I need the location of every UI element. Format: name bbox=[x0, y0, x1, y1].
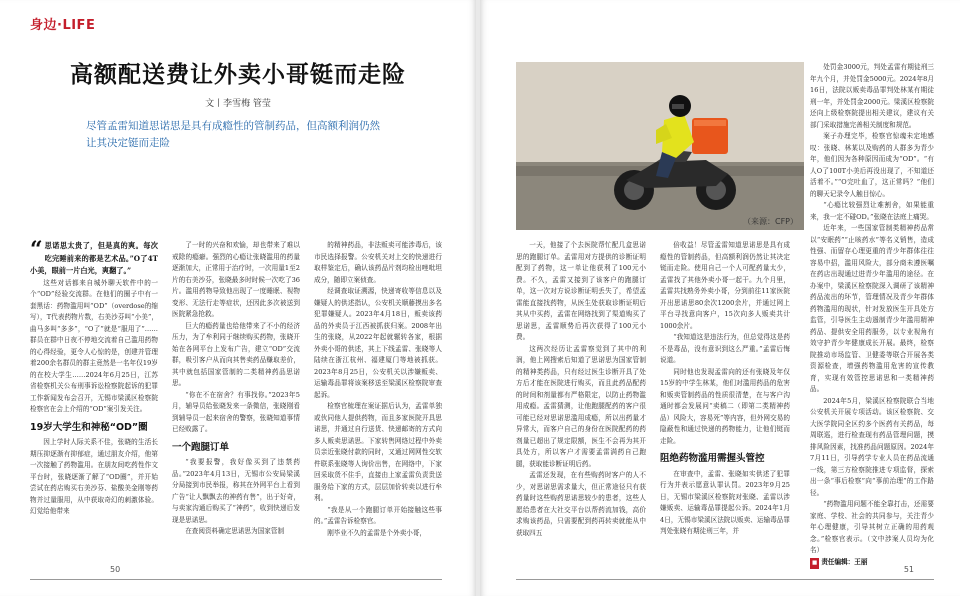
paragraph: 因上学时人际关系不佳，张晓的生活长期压抑逐渐有抑郁症，通过朋友介绍，他第一次接触了药物滥用。在朋友间吃药性作文平台时，张晓逐渐了解了“OD圈”，并开始尝试在药店购买右美沙芬、盐酸美金刚等药物并过量服用，从中获取奇幻的刺激体验。幻觉给他带来 bbox=[30, 438, 158, 515]
paragraph: 孟雷还发现，在有些购药时客户的人不少，对思诺思需求量大，但正常途径只有获药量时这些购药思诺思较少的患者，这些人愿给患者在大社交平台以帮药流加钱，高价求购该药品，只需要配到药再转卖就能从中获取四五 bbox=[516, 471, 646, 537]
left-column-1 bbox=[30, 237, 158, 518]
quote-mark-icon: “ bbox=[30, 237, 43, 263]
paragraph: 了一时的兴奋和欢愉，却也带来了难以戒除的瘾癖。强烈的心瘾让张晓滥用的药量逐渐加大，正常用于治疗时，一次用量1至2片的右美沙芬，张晓最多时时候一次吃了36片。滥用药物导致他出现了一度睡眠、视物变形、无法行走等症状，还因此多次被送到医院紧急抢救。 bbox=[172, 241, 300, 318]
dek: 尽管孟雷知道思诺思是具有成瘾性的管制药品，但高额利润仍然让其决定铤而走险 bbox=[86, 120, 380, 149]
footer-rule bbox=[516, 579, 934, 580]
left-column-2 bbox=[172, 240, 300, 538]
paragraph: “我要报警，我好像买到了违禁药品。”2023年4月13日，无锡市公安局梁溪分局接到市民举报，称其在外网平台上看到广告“让人飘飘去的神药有售”，出于好奇，与卖家沟通后购买了“神药”，收到快递后发现是思诺思。 bbox=[172, 458, 300, 524]
paragraph: 检察官梳理在案证据后认为，孟雷单独或伙同他人提供药物，而且多家医院开具思诺思，并通过自行送货、快递邮寄的方式向多人贩卖思诺思。下家转售网络过程中外卖员亲近张晓付款的同时，又通过网网性交软件联系张晓等人询价出售，在网络中，下家回采取货不住手，直接由上家孟雷负责贵送服务给下家的方式，层层加价转卖以进行牟利。 bbox=[314, 402, 442, 502]
paragraph: “药物滥用问题不能全靠打击，还需要家庭、学校、社会的共同参与，关注青少年心理健康，引导其树立正确的用药观念。”检察官表示。（文中涉案人员均为化名） bbox=[810, 500, 934, 554]
right-column-2 bbox=[660, 240, 790, 538]
paragraph: 在审查中，孟雷、张晓如实供述了犯罪行为并表示愿意认罪认罚。2023年9月25日，无锡市梁溪区检察院对张晓、孟雷以涉嫌贩卖、运输毒品罪提起公诉。2024年1月4日，无锡市梁溪区法院以贩卖、运输毒品罪判处张晓有期徒刑三年，并 bbox=[660, 469, 790, 535]
paragraph: 一天，他接了个去医院帮忙配几盒思诺思的跑腿订单。孟雷用对方提供的诊断证明配到了药物，这一单让他获利了100元小费。不久，孟雷又接到了该客户的跑腿订单，这一次对方说诊断证明丢失了，希望孟雷能直接找药物，从医生处获取诊断证明后其从中买药，孟雷在网络找到了渠道购买了思诺思，孟雷顺势后再次获得了100元小费。 bbox=[516, 241, 646, 341]
delivery-rider-photo bbox=[516, 62, 804, 230]
left-column-3 bbox=[314, 240, 442, 539]
section-tag: 身边·LIFE bbox=[30, 18, 96, 33]
paragraph: 案子办理完毕，检察官惊魂未定地感叹：张晓、林某以及购药的人群多为青少年，他们因为各种原因而成为“OD”。“有人O了100T小美后再没出现了，不知道还活着不。”“O完吐血了，这正常吗？”他们的聊天记录令人触目惊心。 bbox=[810, 132, 934, 198]
page-number-left: 50 bbox=[110, 565, 121, 574]
paragraph: “你在不在宿舍？有事找你。”2023年5月，辅导员给张晓发来一条微信，张晓刚看到辅导员一起来宿舍的警察，张晓知道事情已经败露了。 bbox=[172, 390, 300, 433]
paragraph: 近年来，一些国家管制类精神药品常以“安眠药”“止咳药水”等名义销售，造成性强、而留存心理更重的青少年群体往往容易中招，滥用风险大，部分商未遵医嘱在药店出现通过进青少年滥用的途径。在办案中，梁溪区检察院深入调研了该精神药品流出的环节，管理情况及青少年群体药物滥用的现状，针对发放医生开具处方监管，引导医生主动遏制青少年滥用精神药品、提供安全用药服务，以专业视角有效守护青少年健康成长开展。最终，检察院推动市场监管、卫健委等联合开展各类资源检查，增强药物滥用危害的宣传教育，实现有效管控思诺思和一类精神药品。 bbox=[810, 224, 934, 393]
subheading: 一个跑腿订单 bbox=[172, 441, 230, 453]
lead-paragraph: “ 思诺思太贵了，但是真的爽。每次吃完睡前来的都是艺术品。”O了4T小美，眼前一片白光，爽翻了。” bbox=[30, 237, 158, 275]
page-number-right: 51 bbox=[903, 565, 914, 574]
subheading: 19岁大学生和神秘“OD”圈 bbox=[30, 421, 148, 433]
paragraph: 在查阅资料确定思诺思为国家管制 bbox=[185, 527, 285, 535]
end-mark-icon: ■ bbox=[810, 558, 819, 570]
editor-line: ■ 责任编辑：王丽 bbox=[810, 557, 934, 570]
paragraph: “心瘾比较强烈让难割舍，如果能重来，我一定不碰OD。”张晓在法庭上痛哭。 bbox=[810, 201, 934, 221]
byline: 文丨李雪梅 管莹 bbox=[205, 99, 271, 109]
headline: 高额配送费让外卖小哥铤而走险 bbox=[70, 61, 406, 88]
paragraph: 处罚金3000元，判处孟雷有期徒刑三年九个月，并处罚金5000元。2024年8月16日，法院以贩卖毒品罪判处林某有期徒刑一年，并处罚金2000元。梁溪区检察院还向上级检察院提出相关建议，建议有关部门采取措施完善相关制度和规范。 bbox=[810, 63, 934, 129]
paragraph: “我是从一个跑腿订单开始接触这些事的。”孟雷告诉检察官。 bbox=[314, 505, 442, 525]
paragraph: 同时他也发现孟雷向的还有张晓及年仅15岁的中学生林某，他们对滥用药品的危害和贩卖管制药品的性质很清楚，在与客户沟通时都会发展问“卖稿二（即第二类精神药品）风险大，容易死”等内容，但外网交易的隐蔽性和通过快递的药物能力，让他们铤而走险。 bbox=[660, 367, 790, 445]
paragraph: “我知道这是违法行为，但总觉得这是药不是毒品，没有意识到这么严重。”孟雷后悔说道。 bbox=[660, 333, 790, 364]
paragraph: 2024年5月，梁溪区检察院联合当地公安机关开展专项活动。该区检察院、交大医学院同全区约多个医药有关药品，每周联巡，进行检查现有药品管理问题，摸排风险因素，找准药品问题原因。2024年7月11日，引导药学专业人员在药品流通一线，第三方检察院推进专项监督，探索出一条“事后检察”向“事前治理”的工作路径。 bbox=[810, 396, 934, 497]
paragraph: 这些对话都来自城外聊天软件中的一个“OD”经验交流群。在他们的圈子中有一套黑话：药物滥用叫“OD”（overdose的缩写），T代表药物片数，右美沙芬叫“小美”，曲马多叫“多多”，“O了”就是“服用了”……群员在群中日夜不停地交流着自己滥用药物的心得经验，更令人心惊的是，创建并管理着200余名群员的群主竟然是一名年仅19岁的在校大学生……2024年6月25日，江苏省检察机关公布刑事诉讼检察院起诉的犯罪工作新闻发布会召开，无锡市梁溪区检察院检察官在会上介绍的“OD”案引发关注。 bbox=[30, 278, 158, 413]
left-page bbox=[0, 0, 476, 596]
paragraph: 的精神药品，非法贩卖可能涉毒后，该市民选择报警。公安机关对上交的快递进行取样鉴定后，确认该药品片剂均检出唑吡坦成分，随即立案侦查。 bbox=[314, 241, 442, 284]
photo-credit: （来源：CFP） bbox=[742, 217, 798, 226]
paragraph: 经调查取证溯源，快递寄收等信息以及嫌疑人的供述指认，公安机关顺藤摸出多名犯罪嫌疑人。2023年4月18日，贩卖该药品的外卖员于江西被抓获归案。2008年出生的张晓，从2022年起就辗转各家，根据外卖小哥的供述，其上下线孟雷、张晓等人陆续在浙江杭州、福建厦门等地被抓获。2023年8月25日，公安机关以涉嫌贩卖、运输毒品罪将该案移送至梁溪区检察院审查起诉。 bbox=[314, 287, 442, 399]
footer-rule bbox=[30, 579, 442, 580]
right-page bbox=[480, 0, 960, 596]
right-column-3 bbox=[810, 62, 934, 569]
subheading: 阻绝药物滥用需握头管控 bbox=[660, 453, 765, 464]
paragraph: 刚毕业不久的孟雷是个外卖小哥， bbox=[327, 528, 427, 537]
paragraph: 巨大的瘾药量也给他带来了不小的经济压力，为了牟利同于继续购买药物，张晓开始在各网平台上发布广告，建立“OD”交流群，吸引客户从而向其售卖药品赚取差价，其中就包括国家管制的二类精神药品思诺思。 bbox=[172, 321, 300, 387]
paragraph: 倍收益！尽管孟雷知道思诺思是具有成瘾性的管制药品，但高额利润仍然让其决定铤而走险。使用自己一个人可配药量太少，孟雷找了其他外卖小哥一起干。九个月里，孟雷共找熟务外卖小哥，分到前往11家医院开出思诺思80余次1200余片，并通过网上平台寻找意向客户，15次向多人贩卖共计1000余片。 bbox=[660, 241, 790, 330]
paragraph: 这两次经历让孟雷察觉到了其中的利润，他上网搜索后知道了思诺思为国家管制的精神类药品，只有经过医生诊断开具了处方后才能在医院进行购买，而且此药品配药的时间和剂量都有严格限定，以防止药物滥用成瘾。孟雷猜测，让他跑腿配药的客户很可能已经对思诺思滥用成瘾，所以出药量才异常大，而客户自己的身份在医院配药的药剂量已超出了规定限额，医生不会再为其开具处方，所以客户才需要孟雷满药自己跑腿，获取能诊断证明后药。 bbox=[516, 344, 646, 468]
motorcycle-rider-image bbox=[516, 62, 804, 230]
right-column-1 bbox=[516, 240, 646, 539]
